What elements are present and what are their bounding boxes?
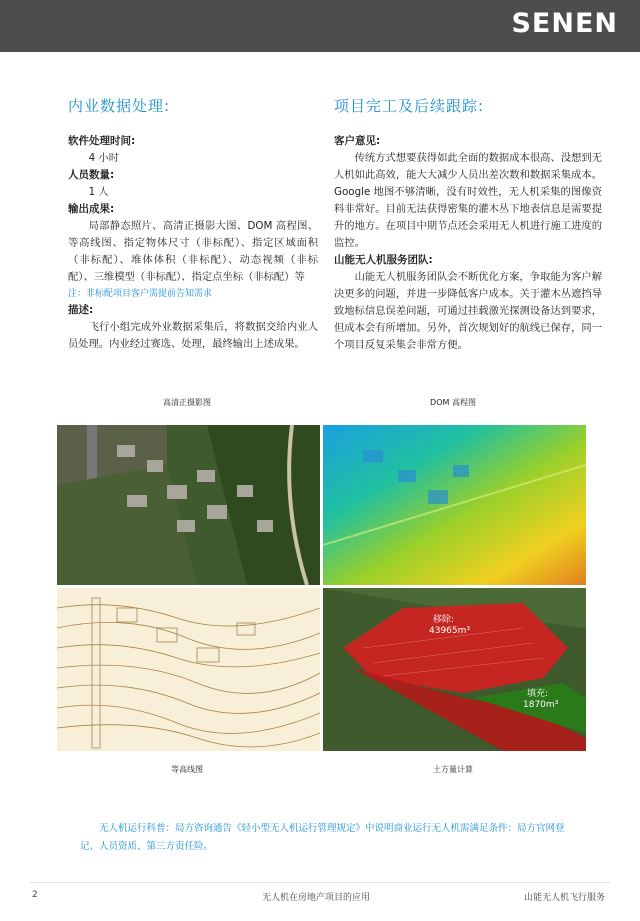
contour-map-image bbox=[57, 588, 320, 751]
cut-value: 43965m³ bbox=[429, 626, 471, 636]
header-bar bbox=[0, 0, 640, 52]
footer-center-text: 无人机在房地产项目的应用 bbox=[262, 893, 371, 903]
page-number: 2 bbox=[32, 890, 38, 900]
output-note: 注：非标配项目客户需提前告知需求 bbox=[68, 289, 213, 299]
left-section-title: 内业数据处理: bbox=[68, 97, 171, 115]
team-text: 山能无人机服务团队会不断优化方案，争取能为客户解决更多的问题，并进一步降低客户成本。关于灌木丛遮挡导致地标信息误差问题，可通过挂载激光探测设备达到要求，但成本会有所增加。另外，首次规划好的航线已保存，同一个项目反复采集会非常方便。 bbox=[334, 271, 602, 351]
personnel-value: 1 人 bbox=[88, 186, 109, 198]
personnel-label: 人员数量: bbox=[68, 169, 115, 181]
earthwork-image bbox=[323, 588, 586, 751]
customer-label: 客户意见: bbox=[334, 135, 381, 147]
fill-label: 填充: bbox=[527, 689, 549, 699]
software-time-value: 4 小时 bbox=[88, 152, 120, 164]
team-label: 山能无人机服务团队: bbox=[334, 254, 433, 266]
senen-logo: SENEN bbox=[511, 8, 618, 39]
software-time-label: 软件处理时间: bbox=[68, 135, 136, 147]
fill-value: 1870m³ bbox=[523, 700, 559, 710]
desc-text: 飞行小组完成外业数据采集后，将数据交给内业人员处理。内业经过赛选、处理，最终输出上述成果。 bbox=[68, 321, 318, 350]
dom-elevation-image bbox=[323, 425, 586, 585]
left-column bbox=[68, 95, 318, 353]
caption-earthwork: 土方量计算 bbox=[433, 765, 473, 774]
drone-regulation-footnote: 无人机运行科普：局方咨询通告《轻小型无人机运行管理规定》中说明商业运行无人机需满足条件：局方官网登记、人员资质、第三方责任险。 bbox=[80, 823, 565, 852]
footer-right-text: 山能无人机飞行服务 bbox=[524, 893, 606, 903]
footer-divider bbox=[30, 882, 610, 883]
caption-contour: 等高线图 bbox=[171, 765, 203, 774]
cut-label: 移除: bbox=[433, 615, 455, 625]
caption-ortho: 高清正摄影图 bbox=[163, 398, 211, 407]
output-label: 输出成果: bbox=[68, 203, 115, 215]
right-section-title: 项目完工及后续跟踪: bbox=[334, 97, 485, 115]
desc-label: 描述: bbox=[68, 304, 94, 316]
right-column bbox=[334, 95, 602, 354]
caption-dom: DOM 高程图 bbox=[430, 398, 476, 407]
output-text: 局部静态照片、高清正摄影大图、DOM 高程图、等高线图、指定物体尺寸（非标配）、指定区域面积（非标配）、堆体体积（非标配）、动态视频（非标配）、三维模型（非标配）、指定点坐标（非标配）等 bbox=[68, 220, 318, 283]
ortho-photo-image bbox=[57, 425, 320, 585]
customer-text: 传统方式想要获得如此全面的数据成本很高、没想到无人机如此高效，能大大减少人员出差次数和数据采集成本。Google 地图不够清晰，没有时效性，无人机采集的图像资料非常好。目前无法获得密集的灌木丛下地表信息是需要提升的地方。在项目中期节点还会采用无人机进行施工进度的监控。 bbox=[334, 152, 602, 249]
